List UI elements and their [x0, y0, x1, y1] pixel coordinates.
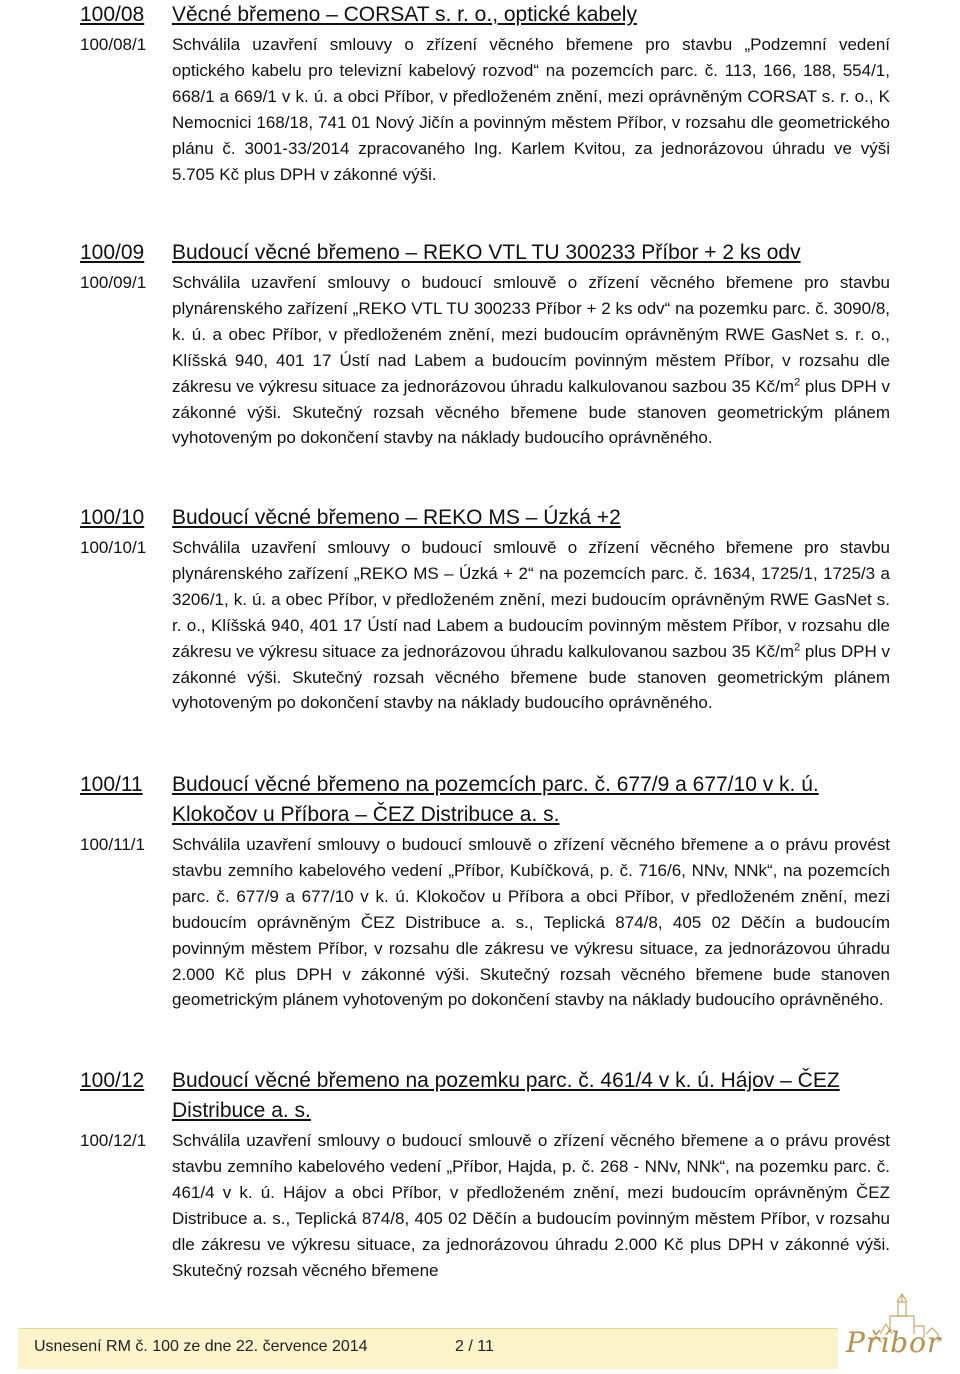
page-number: 2 / 11 — [455, 1338, 494, 1355]
section-100-09 — [80, 238, 890, 451]
section-title: Budoucí věcné břemeno – REKO MS – Úzká +2 — [172, 506, 621, 529]
section-number: 100/08 — [80, 3, 145, 26]
resolution-item — [80, 270, 890, 451]
section-heading — [80, 0, 890, 30]
section-number: 100/11 — [80, 773, 143, 796]
section-title: Budoucí věcné břemeno na pozemcích parc. č. 677/9 a 677/10 v k. ú. Klokočov u Příbora – ČEZ Distribuce a. s. — [172, 773, 819, 826]
logo-wordmark: Příbor — [846, 1326, 942, 1359]
item-number: 100/09/1 — [80, 273, 147, 292]
page-footer — [18, 1328, 838, 1369]
resolution-item — [80, 32, 890, 187]
item-text-part-a: Schválila uzavření smlouvy o budoucí smlouvě o zřízení věcného břemene pro stavbu plynárenského zařízení „REKO VTL TU 300233 Příbor + 2 ks odv“ na pozemku parc. č. 3090/8, k. ú. a obec Příbor, v předloženém znění, mezi budoucím oprávněným RWE GasNet s. r. o., Klíšská 940, 401 17 Ústí nad Labem a budoucím povinným městem Příbor, v rozsahu dle zákresu ve výkresu situace za jednorázovou úhradu kalkulovanou sazbou 35 Kč/m — [172, 273, 890, 396]
superscript: 2 — [794, 640, 801, 653]
resolution-item — [80, 535, 890, 716]
item-text — [172, 535, 890, 716]
section-100-10 — [80, 503, 890, 716]
resolution-item — [80, 832, 890, 1013]
section-100-11 — [80, 770, 890, 1013]
superscript: 2 — [794, 375, 801, 388]
item-number: 100/10/1 — [80, 538, 147, 557]
section-number: 100/09 — [80, 241, 145, 264]
section-100-08 — [80, 0, 890, 187]
section-heading — [80, 238, 890, 268]
section-number: 100/10 — [80, 506, 145, 529]
section-heading — [80, 770, 890, 830]
item-number: 100/11/1 — [80, 835, 145, 854]
section-title: Věcné břemeno – CORSAT s. r. o., optické kabely — [172, 3, 637, 26]
section-title: Budoucí věcné břemeno – REKO VTL TU 300233 Příbor + 2 ks odv — [172, 241, 801, 264]
item-text-part-a: Schválila uzavření smlouvy o budoucí smlouvě o zřízení věcného břemene pro stavbu plynárenského zařízení „REKO MS – Úzká + 2“ na pozemcích parc. č. 1634, 1725/1, 1725/3 a 3206/1, k. ú. a obec Příbor, v předloženém znění, mezi budoucím oprávněným RWE GasNet s. r. o., Klíšská 940, 401 17 Ústí nad Labem a budoucím povinným městem Příbor, v rozsahu dle zákresu ve výkresu situace za jednorázovou úhradu kalkulovanou sazbou 35 Kč/m — [172, 538, 890, 661]
section-heading — [80, 1066, 890, 1126]
item-text — [172, 270, 890, 451]
item-text-part-b: plus DPH v zákonné výši. Skutečný rozsah věcného břemene bude stanoven geometrickým plánem vyhotoveným po dokončení stavby na náklady budoucího oprávněného. — [172, 641, 891, 713]
item-number: 100/08/1 — [80, 35, 147, 54]
item-number: 100/12/1 — [80, 1131, 147, 1150]
item-text-part-b: plus DPH v zákonné výši. Skutečný rozsah věcného břemene bude stanoven geometrickým plánem vyhotoveným po dokončení stavby na náklady budoucího oprávněného. — [172, 376, 891, 448]
section-100-12 — [80, 1066, 890, 1283]
section-heading — [80, 503, 890, 533]
item-text: Schválila uzavření smlouvy o budoucí smlouvě o zřízení věcného břemene a o právu provést stavbu zemního kabelového vedení „Příbor, Kubíčková, p. č. 716/6, NNv, NNk“, na pozemcích parc. č. 677/9 a 677/10 v k. ú. Klokočov u Příbora a obci Příbor, v předloženém znění, mezi budoucím oprávněným ČEZ Distribuce a. s., Teplická 874/8, 405 02 Děčín a budoucím povinným městem Příbor, v rozsahu dle zákresu ve výkresu situace, za jednorázovou úhradu 2.000 Kč plus DPH v zákonné výši. Skutečný rozsah věcného břemene bude stanoven geometrickým plánem vyhotoveným po dokončení stavby na náklady budoucího oprávněného. — [172, 835, 890, 1010]
section-number: 100/12 — [80, 1069, 145, 1092]
footer-resolution-label: Usnesení RM č. 100 ze dne 22. července 2014 — [34, 1338, 368, 1355]
section-title: Budoucí věcné břemeno na pozemku parc. č. 461/4 v k. ú. Hájov – ČEZ Distribuce a. s. — [172, 1069, 840, 1122]
resolution-item — [80, 1128, 890, 1283]
item-text: Schválila uzavření smlouvy o budoucí smlouvě o zřízení věcného břemene a o právu provést stavbu zemního kabelového vedení „Příbor, Hajda, p. č. 268 - NNv, NNk“, na pozemku parc. č. 461/4 v k. ú. Hájov a obci Příbor, v předloženém znění, mezi budoucím oprávněným ČEZ Distribuce a. s., Teplická 874/8, 405 02 Děčín a budoucím povinným městem Příbor, v rozsahu dle zákresu ve výkresu situace, za jednorázovou úhradu 2.000 Kč plus DPH v zákonné výši. Skutečný rozsah věcného břemene — [172, 1131, 890, 1280]
item-text: Schválila uzavření smlouvy o zřízení věcného břemene pro stavbu „Podzemní vedení optického kabelu pro televizní kabelový rozvod“ na pozemcích parc. č. 113, 166, 188, 554/1, 668/1 a 669/1 v k. ú. a obci Příbor, v předloženém znění, mezi oprávněným CORSAT s. r. o., K Nemocnici 168/18, 741 01 Nový Jičín a povinným městem Příbor, v rozsahu dle geometrického plánu č. 3001-33/2014 zpracovaného Ing. Karlem Kvitou, za jednorázovou úhradu ve výši 5.705 Kč plus DPH v zákonné výši. — [172, 35, 890, 184]
